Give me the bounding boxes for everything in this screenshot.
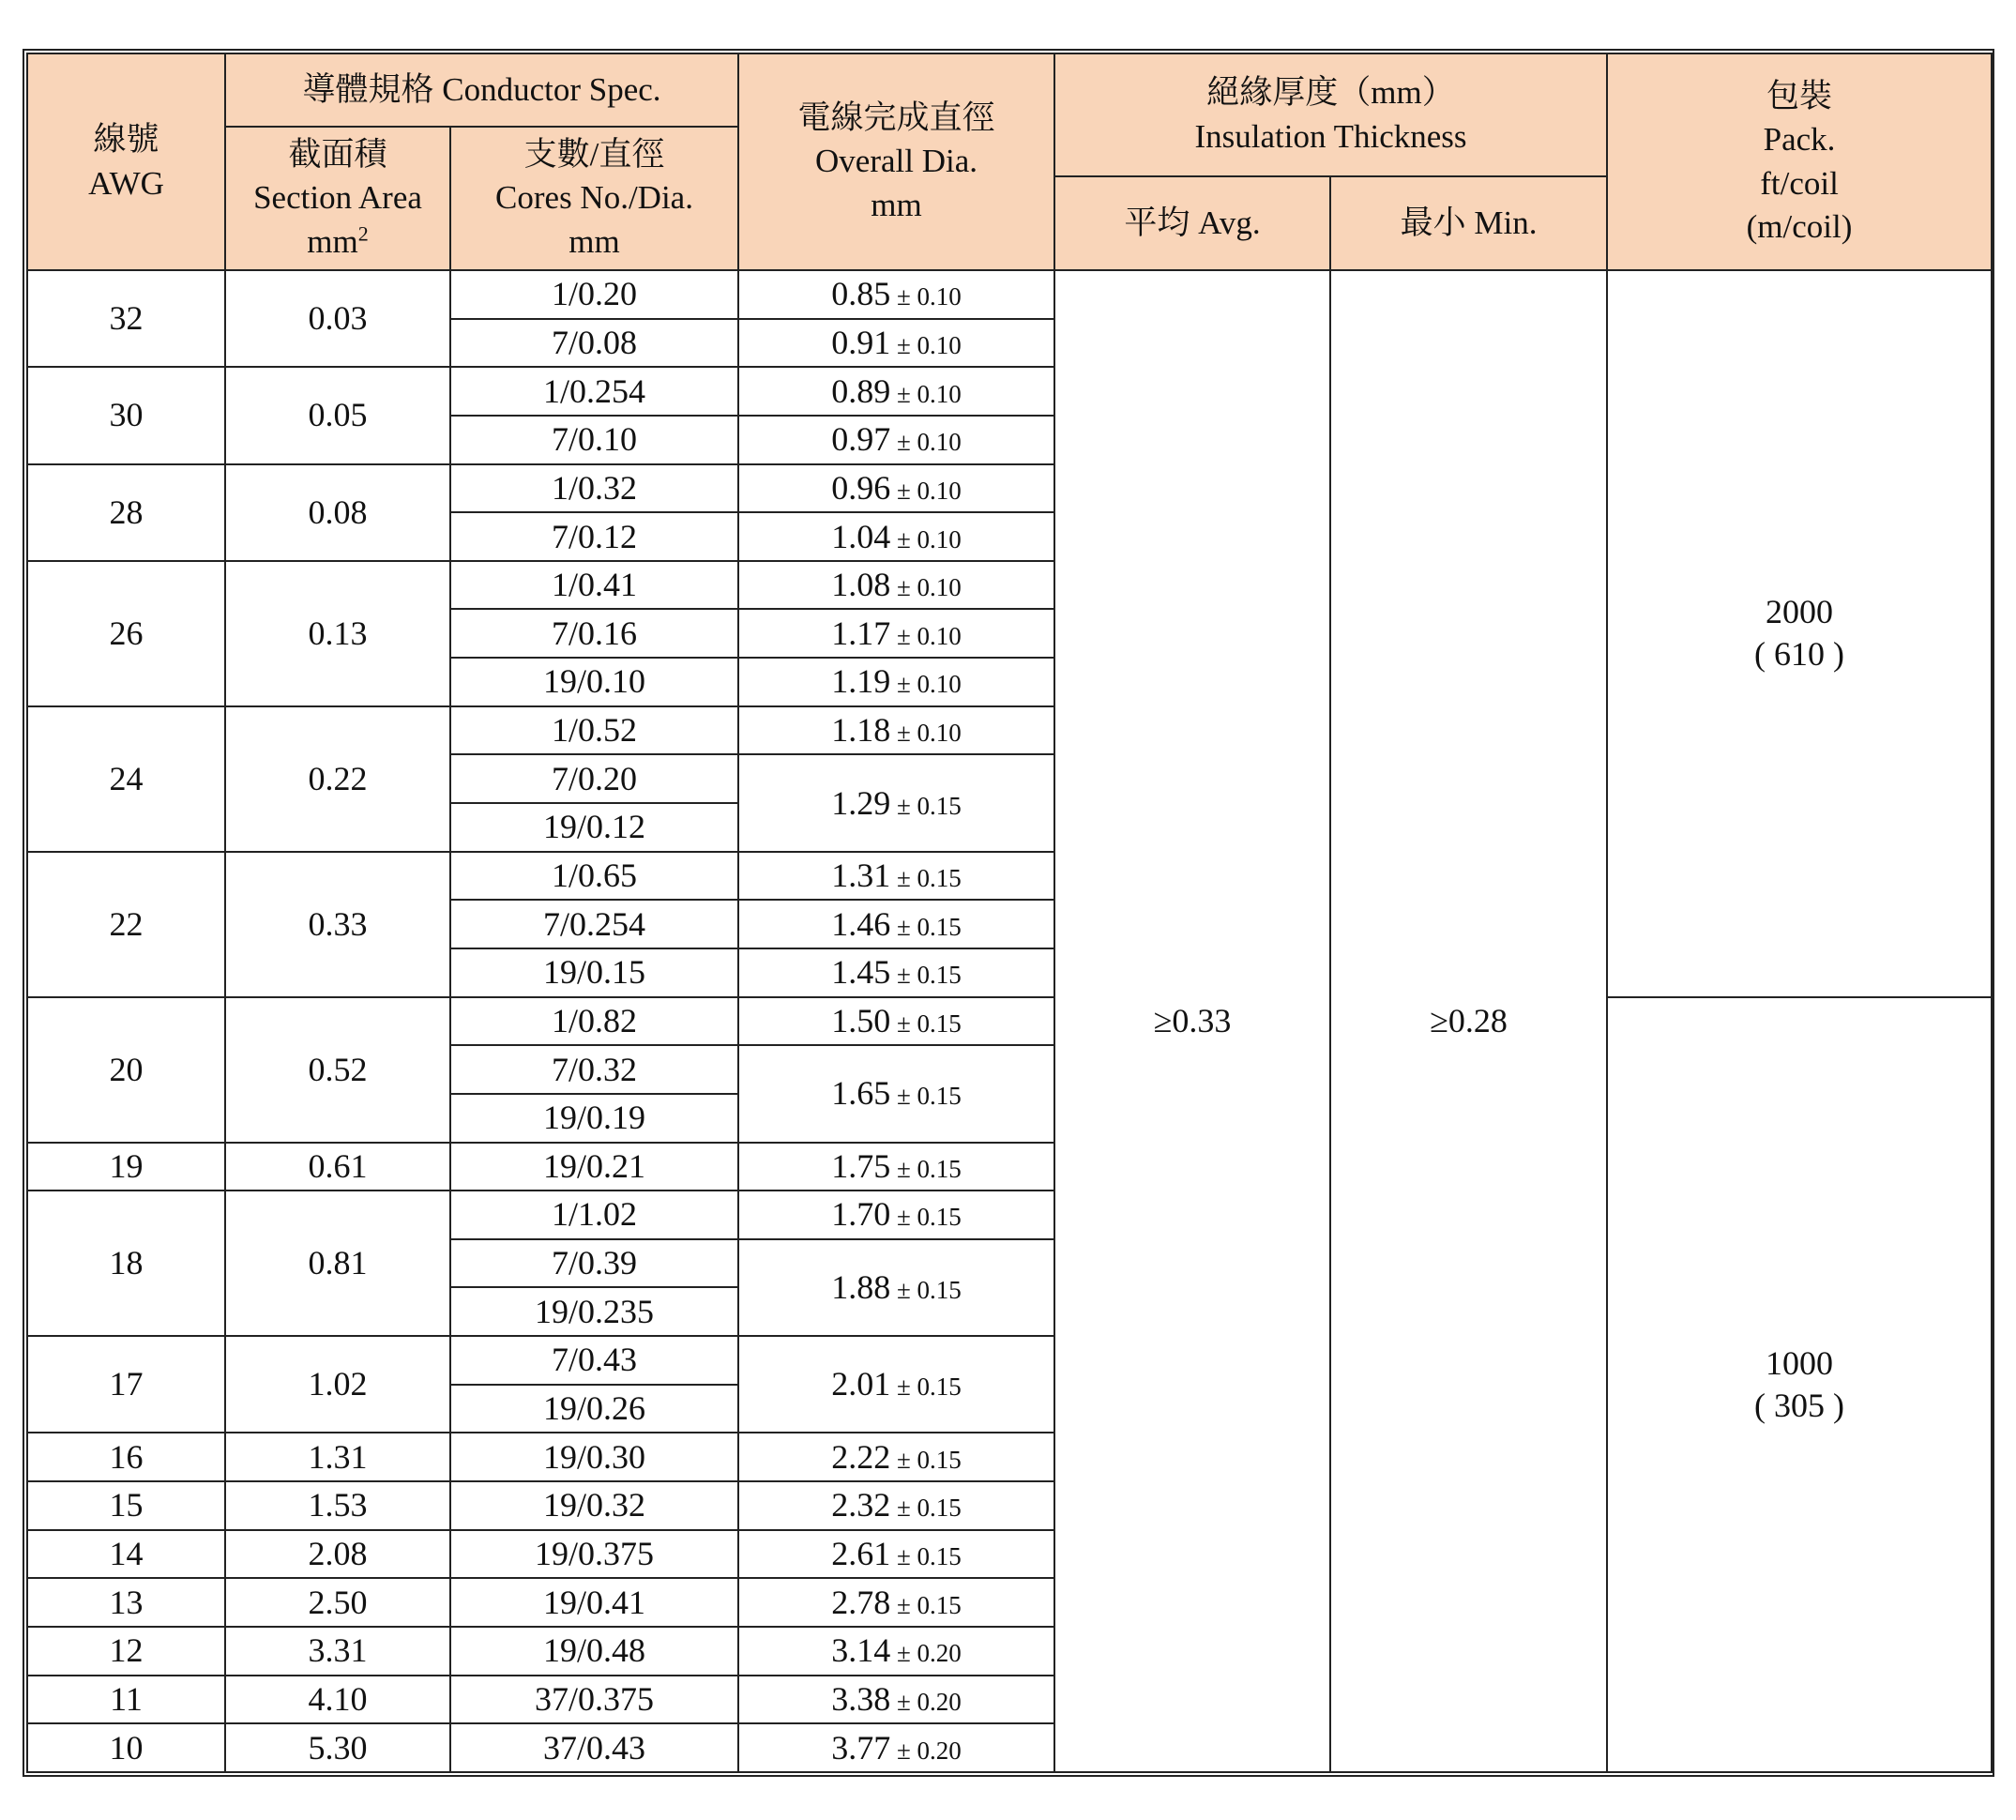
dia-value: 0.96 — [831, 468, 891, 507]
header-overall-zh: 電線完成直徑 — [797, 99, 995, 137]
dia-tolerance: ± 0.15 — [890, 1082, 962, 1111]
dia-value: 0.91 — [831, 323, 891, 361]
header-conductor-spec: 導體規格 Conductor Spec. — [225, 53, 738, 127]
cores-cell: 19/0.41 — [450, 1578, 738, 1627]
overall-dia-cell — [738, 1481, 1054, 1530]
overall-dia-cell — [738, 270, 1054, 319]
dia-value: 2.22 — [831, 1437, 891, 1476]
overall-dia-cell — [738, 1336, 1054, 1433]
awg-cell: 19 — [27, 1143, 225, 1191]
pack-cell — [1607, 997, 1992, 1772]
header-cores-en: Cores No./Dia. — [495, 179, 693, 217]
dia-value: 2.01 — [831, 1365, 891, 1403]
awg-cell: 11 — [27, 1676, 225, 1724]
cores-cell: 19/0.30 — [450, 1433, 738, 1481]
header-pack-en: Pack. — [1763, 121, 1836, 159]
cores-cell: 7/0.20 — [450, 754, 738, 803]
overall-dia-cell — [738, 997, 1054, 1046]
overall-dia-cell — [738, 367, 1054, 416]
section-area-cell: 4.10 — [225, 1676, 450, 1724]
dia-tolerance: ± 0.10 — [890, 428, 962, 457]
section-area-cell: 2.50 — [225, 1578, 450, 1627]
section-area-cell: 0.03 — [225, 270, 450, 367]
awg-cell: 15 — [27, 1481, 225, 1530]
cores-cell: 37/0.43 — [450, 1723, 738, 1772]
dia-value: 1.50 — [831, 1001, 891, 1039]
cores-cell: 1/0.65 — [450, 852, 738, 901]
overall-dia-cell — [738, 416, 1054, 464]
header-awg — [27, 53, 225, 270]
header-overall-en: Overall Dia. — [815, 143, 978, 180]
pack-m: ( 305 ) — [1754, 1386, 1845, 1424]
cores-cell: 19/0.21 — [450, 1143, 738, 1191]
dia-value: 1.45 — [831, 953, 891, 992]
awg-cell: 26 — [27, 561, 225, 706]
header-pack-ft: ft/coil — [1760, 164, 1839, 202]
header-insulation-zh: 絕緣厚度（mm） — [1206, 74, 1455, 112]
awg-cell: 24 — [27, 706, 225, 852]
dia-tolerance: ± 0.15 — [890, 1541, 962, 1570]
overall-dia-cell — [738, 1045, 1054, 1142]
dia-value: 2.32 — [831, 1486, 891, 1524]
dia-tolerance: ± 0.10 — [890, 330, 962, 359]
section-area-cell: 5.30 — [225, 1723, 450, 1772]
section-area-cell: 1.53 — [225, 1481, 450, 1530]
dia-value: 1.31 — [831, 857, 891, 894]
insulation-avg-cell: ≥0.33 — [1054, 270, 1330, 1772]
dia-value: 0.97 — [831, 420, 891, 459]
table-body — [27, 270, 1992, 1772]
overall-dia-cell — [738, 754, 1054, 851]
header-insulation-avg: 平均 Avg. — [1054, 176, 1330, 270]
cores-cell: 19/0.375 — [450, 1530, 738, 1579]
overall-dia-cell — [738, 900, 1054, 948]
awg-cell: 14 — [27, 1530, 225, 1579]
dia-value: 1.29 — [831, 783, 891, 822]
header-insulation-min: 最小 Min. — [1330, 176, 1607, 270]
dia-value: 1.17 — [831, 614, 891, 652]
section-area-cell: 0.22 — [225, 706, 450, 852]
header-overall-unit: mm — [871, 186, 922, 223]
cores-cell: 19/0.15 — [450, 948, 738, 997]
header-awg-en: AWG — [88, 164, 164, 202]
section-area-cell: 0.61 — [225, 1143, 450, 1191]
awg-cell: 18 — [27, 1191, 225, 1336]
dia-tolerance: ± 0.10 — [890, 379, 962, 408]
cores-cell: 7/0.08 — [450, 319, 738, 368]
overall-dia-cell — [738, 852, 1054, 901]
overall-dia-cell — [738, 948, 1054, 997]
overall-dia-cell — [738, 319, 1054, 368]
header-section-area-unit — [226, 220, 449, 264]
overall-dia-cell — [738, 1191, 1054, 1239]
cores-cell: 7/0.10 — [450, 416, 738, 464]
overall-dia-cell — [738, 1627, 1054, 1676]
dia-value: 1.19 — [831, 662, 891, 701]
dia-tolerance: ± 0.15 — [890, 961, 962, 990]
dia-value: 1.88 — [831, 1267, 891, 1306]
cores-cell: 19/0.32 — [450, 1481, 738, 1530]
cores-cell: 19/0.26 — [450, 1385, 738, 1433]
header-cores-zh: 支數/直徑 — [523, 136, 665, 174]
dia-tolerance: ± 0.15 — [890, 1494, 962, 1523]
cores-cell: 1/1.02 — [450, 1191, 738, 1239]
overall-dia-cell — [738, 561, 1054, 610]
dia-tolerance: ± 0.10 — [890, 621, 962, 650]
dia-tolerance: ± 0.15 — [890, 864, 962, 892]
cores-cell: 7/0.39 — [450, 1239, 738, 1288]
awg-cell: 13 — [27, 1578, 225, 1627]
awg-cell: 17 — [27, 1336, 225, 1433]
dia-value: 3.77 — [831, 1728, 891, 1767]
section-area-cell: 0.08 — [225, 464, 450, 561]
dia-tolerance: ± 0.15 — [890, 1009, 962, 1038]
header-pack-m: (m/coil) — [1746, 207, 1853, 245]
header-awg-zh: 線號 — [93, 121, 159, 159]
cores-cell: 7/0.16 — [450, 609, 738, 658]
dia-value: 1.18 — [831, 711, 891, 750]
section-area-cell: 0.33 — [225, 852, 450, 997]
dia-tolerance: ± 0.10 — [890, 670, 962, 699]
header-overall-dia — [738, 53, 1054, 270]
awg-cell: 16 — [27, 1433, 225, 1481]
section-area-cell: 3.31 — [225, 1627, 450, 1676]
dia-tolerance: ± 0.10 — [890, 524, 962, 554]
dia-tolerance: ± 0.10 — [890, 476, 962, 505]
pack-m: ( 610 ) — [1754, 635, 1845, 674]
dia-value: 0.89 — [831, 372, 891, 410]
insulation-min-cell: ≥0.28 — [1330, 270, 1607, 1772]
header-section-area — [225, 127, 450, 270]
dia-value: 1.08 — [831, 566, 891, 604]
overall-dia-cell — [738, 1723, 1054, 1772]
overall-dia-cell — [738, 1239, 1054, 1336]
cores-cell: 1/0.20 — [450, 270, 738, 319]
dia-tolerance: ± 0.20 — [890, 1639, 962, 1668]
cores-cell: 19/0.10 — [450, 658, 738, 706]
dia-value: 2.78 — [831, 1583, 891, 1621]
unit-mm: mm — [307, 222, 358, 260]
section-area-cell: 0.52 — [225, 997, 450, 1143]
dia-value: 3.38 — [831, 1679, 891, 1718]
cores-cell: 7/0.32 — [450, 1045, 738, 1094]
overall-dia-cell — [738, 464, 1054, 513]
header-pack-zh: 包裝 — [1766, 78, 1833, 115]
dia-tolerance: ± 0.15 — [890, 1154, 962, 1183]
section-area-cell: 1.31 — [225, 1433, 450, 1481]
dia-tolerance: ± 0.15 — [890, 1590, 962, 1619]
cores-cell: 19/0.48 — [450, 1627, 738, 1676]
awg-cell: 10 — [27, 1723, 225, 1772]
cores-cell: 7/0.12 — [450, 512, 738, 561]
table-row — [27, 270, 1992, 319]
awg-cell: 32 — [27, 270, 225, 367]
cores-cell: 37/0.375 — [450, 1676, 738, 1724]
cores-cell: 1/0.32 — [450, 464, 738, 513]
dia-tolerance: ± 0.15 — [890, 1445, 962, 1474]
dia-value: 1.46 — [831, 904, 891, 943]
pack-ft: 1000 — [1766, 1343, 1834, 1382]
section-area-cell: 2.08 — [225, 1530, 450, 1579]
cores-cell: 1/0.52 — [450, 706, 738, 755]
cores-cell: 1/0.82 — [450, 997, 738, 1046]
awg-cell: 20 — [27, 997, 225, 1143]
dia-value: 1.70 — [831, 1195, 891, 1234]
dia-value: 3.14 — [831, 1631, 891, 1670]
header-pack — [1607, 53, 1992, 270]
dia-tolerance: ± 0.10 — [890, 719, 962, 748]
cores-cell: 7/0.254 — [450, 900, 738, 948]
header-insulation — [1054, 53, 1607, 176]
unit-superscript: 2 — [357, 220, 369, 245]
cores-cell: 1/0.41 — [450, 561, 738, 610]
pack-cell — [1607, 270, 1992, 997]
awg-cell: 30 — [27, 367, 225, 463]
table-row — [27, 997, 1992, 1046]
header-section-area-zh: 截面積 — [288, 136, 387, 174]
header-cores — [450, 127, 738, 270]
overall-dia-cell — [738, 1433, 1054, 1481]
dia-tolerance: ± 0.15 — [890, 1275, 962, 1304]
dia-value: 1.75 — [831, 1146, 891, 1185]
dia-value: 1.65 — [831, 1074, 891, 1113]
dia-value: 2.61 — [831, 1534, 891, 1572]
overall-dia-cell — [738, 609, 1054, 658]
cores-cell: 7/0.43 — [450, 1336, 738, 1385]
dia-tolerance: ± 0.10 — [890, 573, 962, 602]
cores-cell: 1/0.254 — [450, 367, 738, 416]
dia-tolerance: ± 0.15 — [890, 791, 962, 820]
section-area-cell: 0.81 — [225, 1191, 450, 1336]
dia-value: 1.04 — [831, 517, 891, 555]
wire-spec-table — [26, 53, 1993, 1773]
overall-dia-cell — [738, 1143, 1054, 1191]
section-area-cell: 0.13 — [225, 561, 450, 706]
pack-ft: 2000 — [1766, 593, 1834, 631]
dia-tolerance: ± 0.20 — [890, 1687, 962, 1716]
section-area-cell: 0.05 — [225, 367, 450, 463]
cores-cell: 19/0.19 — [450, 1094, 738, 1143]
overall-dia-cell — [738, 1578, 1054, 1627]
overall-dia-cell — [738, 706, 1054, 755]
overall-dia-cell — [738, 1676, 1054, 1724]
overall-dia-cell — [738, 658, 1054, 706]
overall-dia-cell — [738, 1530, 1054, 1579]
dia-tolerance: ± 0.15 — [890, 912, 962, 941]
awg-cell: 12 — [27, 1627, 225, 1676]
dia-tolerance: ± 0.15 — [890, 1373, 962, 1402]
header-cores-unit: mm — [568, 222, 620, 260]
overall-dia-cell — [738, 512, 1054, 561]
dia-tolerance: ± 0.10 — [890, 282, 962, 311]
header-insulation-en: Insulation Thickness — [1194, 117, 1467, 155]
awg-cell: 28 — [27, 464, 225, 561]
dia-tolerance: ± 0.20 — [890, 1736, 962, 1765]
dia-tolerance: ± 0.15 — [890, 1203, 962, 1232]
section-area-cell: 1.02 — [225, 1336, 450, 1433]
dia-value: 0.85 — [831, 275, 891, 313]
cores-cell: 19/0.12 — [450, 803, 738, 852]
cores-cell: 19/0.235 — [450, 1287, 738, 1336]
header-section-area-en: Section Area — [253, 179, 422, 217]
awg-cell: 22 — [27, 852, 225, 997]
